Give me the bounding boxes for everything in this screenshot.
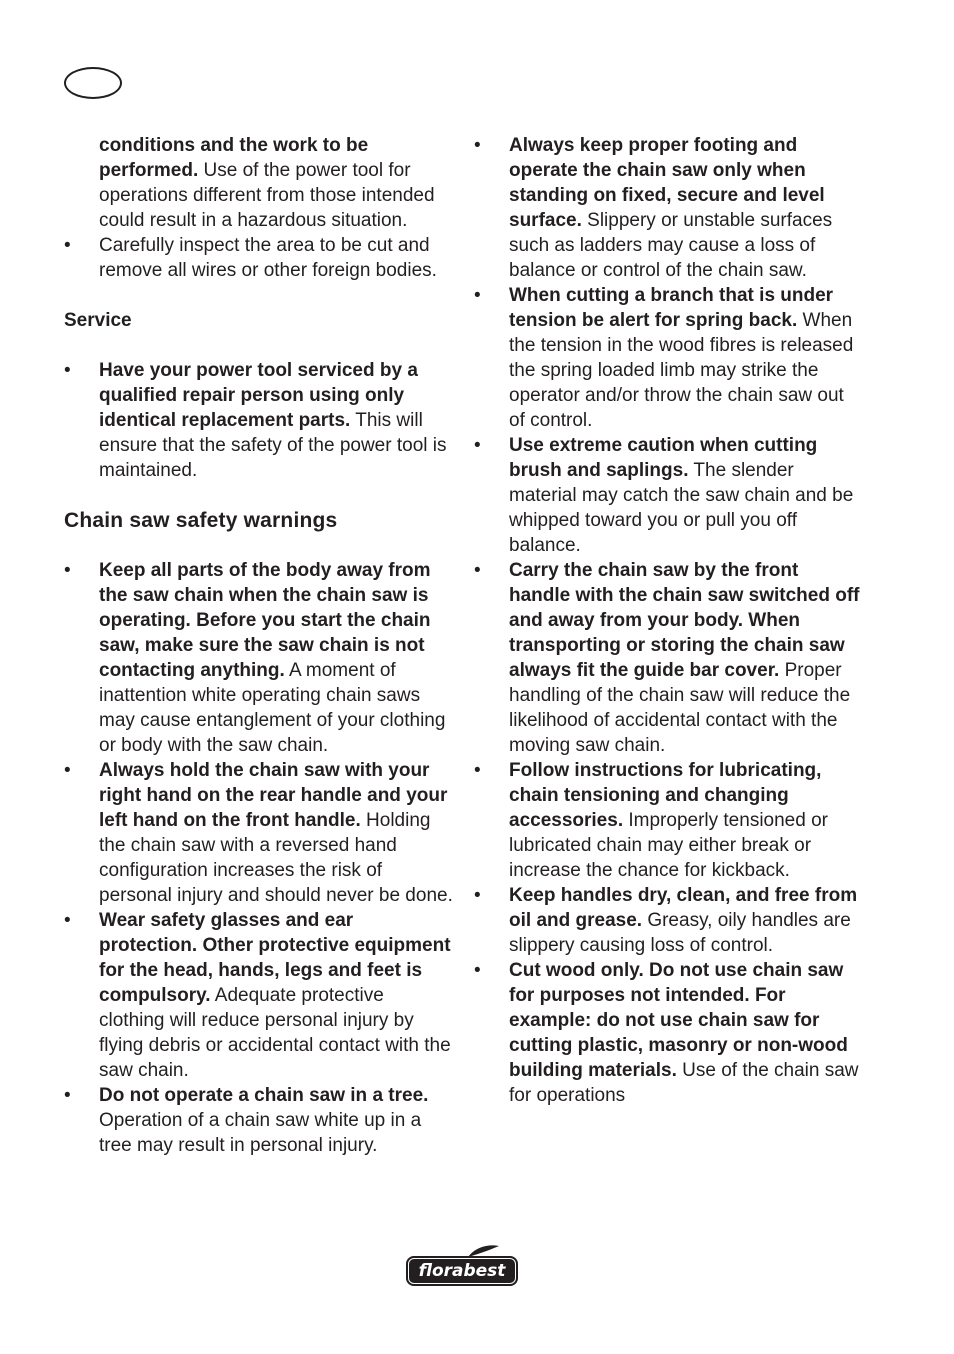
- list-item: [474, 133, 864, 283]
- bullet-icon: •: [64, 1085, 71, 1106]
- service-text: This will ensure that the safety of the power tool is maintained.: [99, 410, 447, 481]
- list-item: [474, 758, 864, 883]
- item-bold-text: When cutting a branch that is under tension be alert for spring back.: [509, 285, 834, 331]
- bullet-icon: •: [474, 960, 481, 981]
- right-column: [474, 133, 864, 1108]
- florabest-logo: [406, 1244, 518, 1288]
- list-item: [474, 883, 864, 958]
- service-heading: Service: [64, 310, 132, 331]
- list-item: [64, 558, 454, 758]
- bullet-icon: •: [474, 135, 481, 156]
- item-text: Operation of a chain saw white up in a tree may result in personal injury.: [99, 1110, 422, 1156]
- logo-text: florabest: [406, 1256, 518, 1286]
- section-heading: Chain saw safety warnings: [64, 509, 338, 532]
- service-bold-text: Have your power tool serviced by a qualified repair person using only identical replacement parts.: [99, 360, 418, 431]
- item-bold-text: Always keep proper footing and operate the chain saw only when standing on fixed, secure and level surface.: [509, 135, 825, 231]
- intro-continuation: [64, 133, 454, 233]
- bullet-icon: •: [474, 885, 481, 906]
- intro-bold-text: conditions and the work to be performed.: [99, 135, 369, 181]
- bullet-icon: •: [64, 760, 71, 781]
- bullet-icon: •: [474, 285, 481, 306]
- item-bold-text: Do not operate a chain saw in a tree.: [99, 1085, 429, 1106]
- language-badge-oval: [64, 67, 122, 99]
- item-text: When the tension in the wood fibres is released the spring loaded limb may strike the operator and/or throw the chain saw out of control.: [509, 310, 854, 431]
- bullet-icon: •: [64, 560, 71, 581]
- item-text: A moment of inattention white operating chain saws may cause entanglement of your clothing or body with the saw chain.: [99, 660, 446, 756]
- item-bold-text: Use extreme caution when cutting brush and saplings.: [509, 435, 818, 481]
- item-text: The slender material may catch the saw chain and be whipped toward you or pull you off balance.: [509, 460, 854, 556]
- intro-text: Use of the power tool for operations different from those intended could result in a hazardous situation.: [99, 160, 435, 231]
- item-text: Greasy, oily handles are slippery causing loss of control.: [509, 910, 851, 956]
- bullet-icon: •: [474, 760, 481, 781]
- item-text: Use of the chain saw for operations: [509, 1060, 859, 1106]
- list-item: [64, 908, 454, 1083]
- bullet-icon: •: [64, 910, 71, 931]
- list-item: [64, 1083, 454, 1158]
- item-text: Improperly tensioned or lubricated chain may either break or increase the chance for kickback.: [509, 810, 828, 881]
- item-text: Slippery or unstable surfaces such as ladders may cause a loss of balance or control of the chain saw.: [509, 210, 833, 281]
- list-item: [64, 758, 454, 908]
- list-item: [474, 283, 864, 433]
- inspect-text: Carefully inspect the area to be cut and remove all wires or other foreign bodies.: [99, 235, 437, 281]
- item-bold-text: Carry the chain saw by the front handle with the chain saw switched off and away from your body. When transporting or storing the chain saw always fit the guide bar cover.: [509, 560, 860, 681]
- bullet-icon: •: [474, 560, 481, 581]
- item-bold-text: Wear safety glasses and ear protection. Other protective equipment for the head, hands, legs and feet is compulsory.: [99, 910, 451, 1006]
- list-item: [474, 433, 864, 558]
- item-text: Adequate protective clothing will reduce personal injury by flying debris or accidental contact with the saw chain.: [99, 985, 451, 1081]
- item-bold-text: Cut wood only. Do not use chain saw for purposes not intended. For example: do not use chain saw for cutting plastic, masonry or non-wood building materials.: [509, 960, 848, 1081]
- item-text: Holding the chain saw with a reversed hand configuration increases the risk of personal injury and should never be done.: [99, 810, 453, 906]
- list-item: [474, 558, 864, 758]
- left-column: [64, 133, 454, 1158]
- list-item: [474, 958, 864, 1108]
- item-bold-text: Follow instructions for lubricating, chain tensioning and changing accessories.: [509, 760, 822, 831]
- item-bold-text: Always hold the chain saw with your right hand on the rear handle and your left hand on the front handle.: [99, 760, 448, 831]
- list-item: [64, 233, 454, 283]
- list-item: [64, 358, 454, 483]
- bullet-icon: •: [474, 435, 481, 456]
- bullet-icon: •: [64, 235, 71, 256]
- bullet-icon: •: [64, 360, 71, 381]
- item-text: Proper handling of the chain saw will reduce the likelihood of accidental contact with the moving saw chain.: [509, 660, 851, 756]
- item-bold-text: Keep all parts of the body away from the saw chain when the chain saw is operating. Before you start the chain saw, make sure the saw chain is not contacting anything.: [99, 560, 431, 681]
- item-bold-text: Keep handles dry, clean, and free from oil and grease.: [509, 885, 858, 931]
